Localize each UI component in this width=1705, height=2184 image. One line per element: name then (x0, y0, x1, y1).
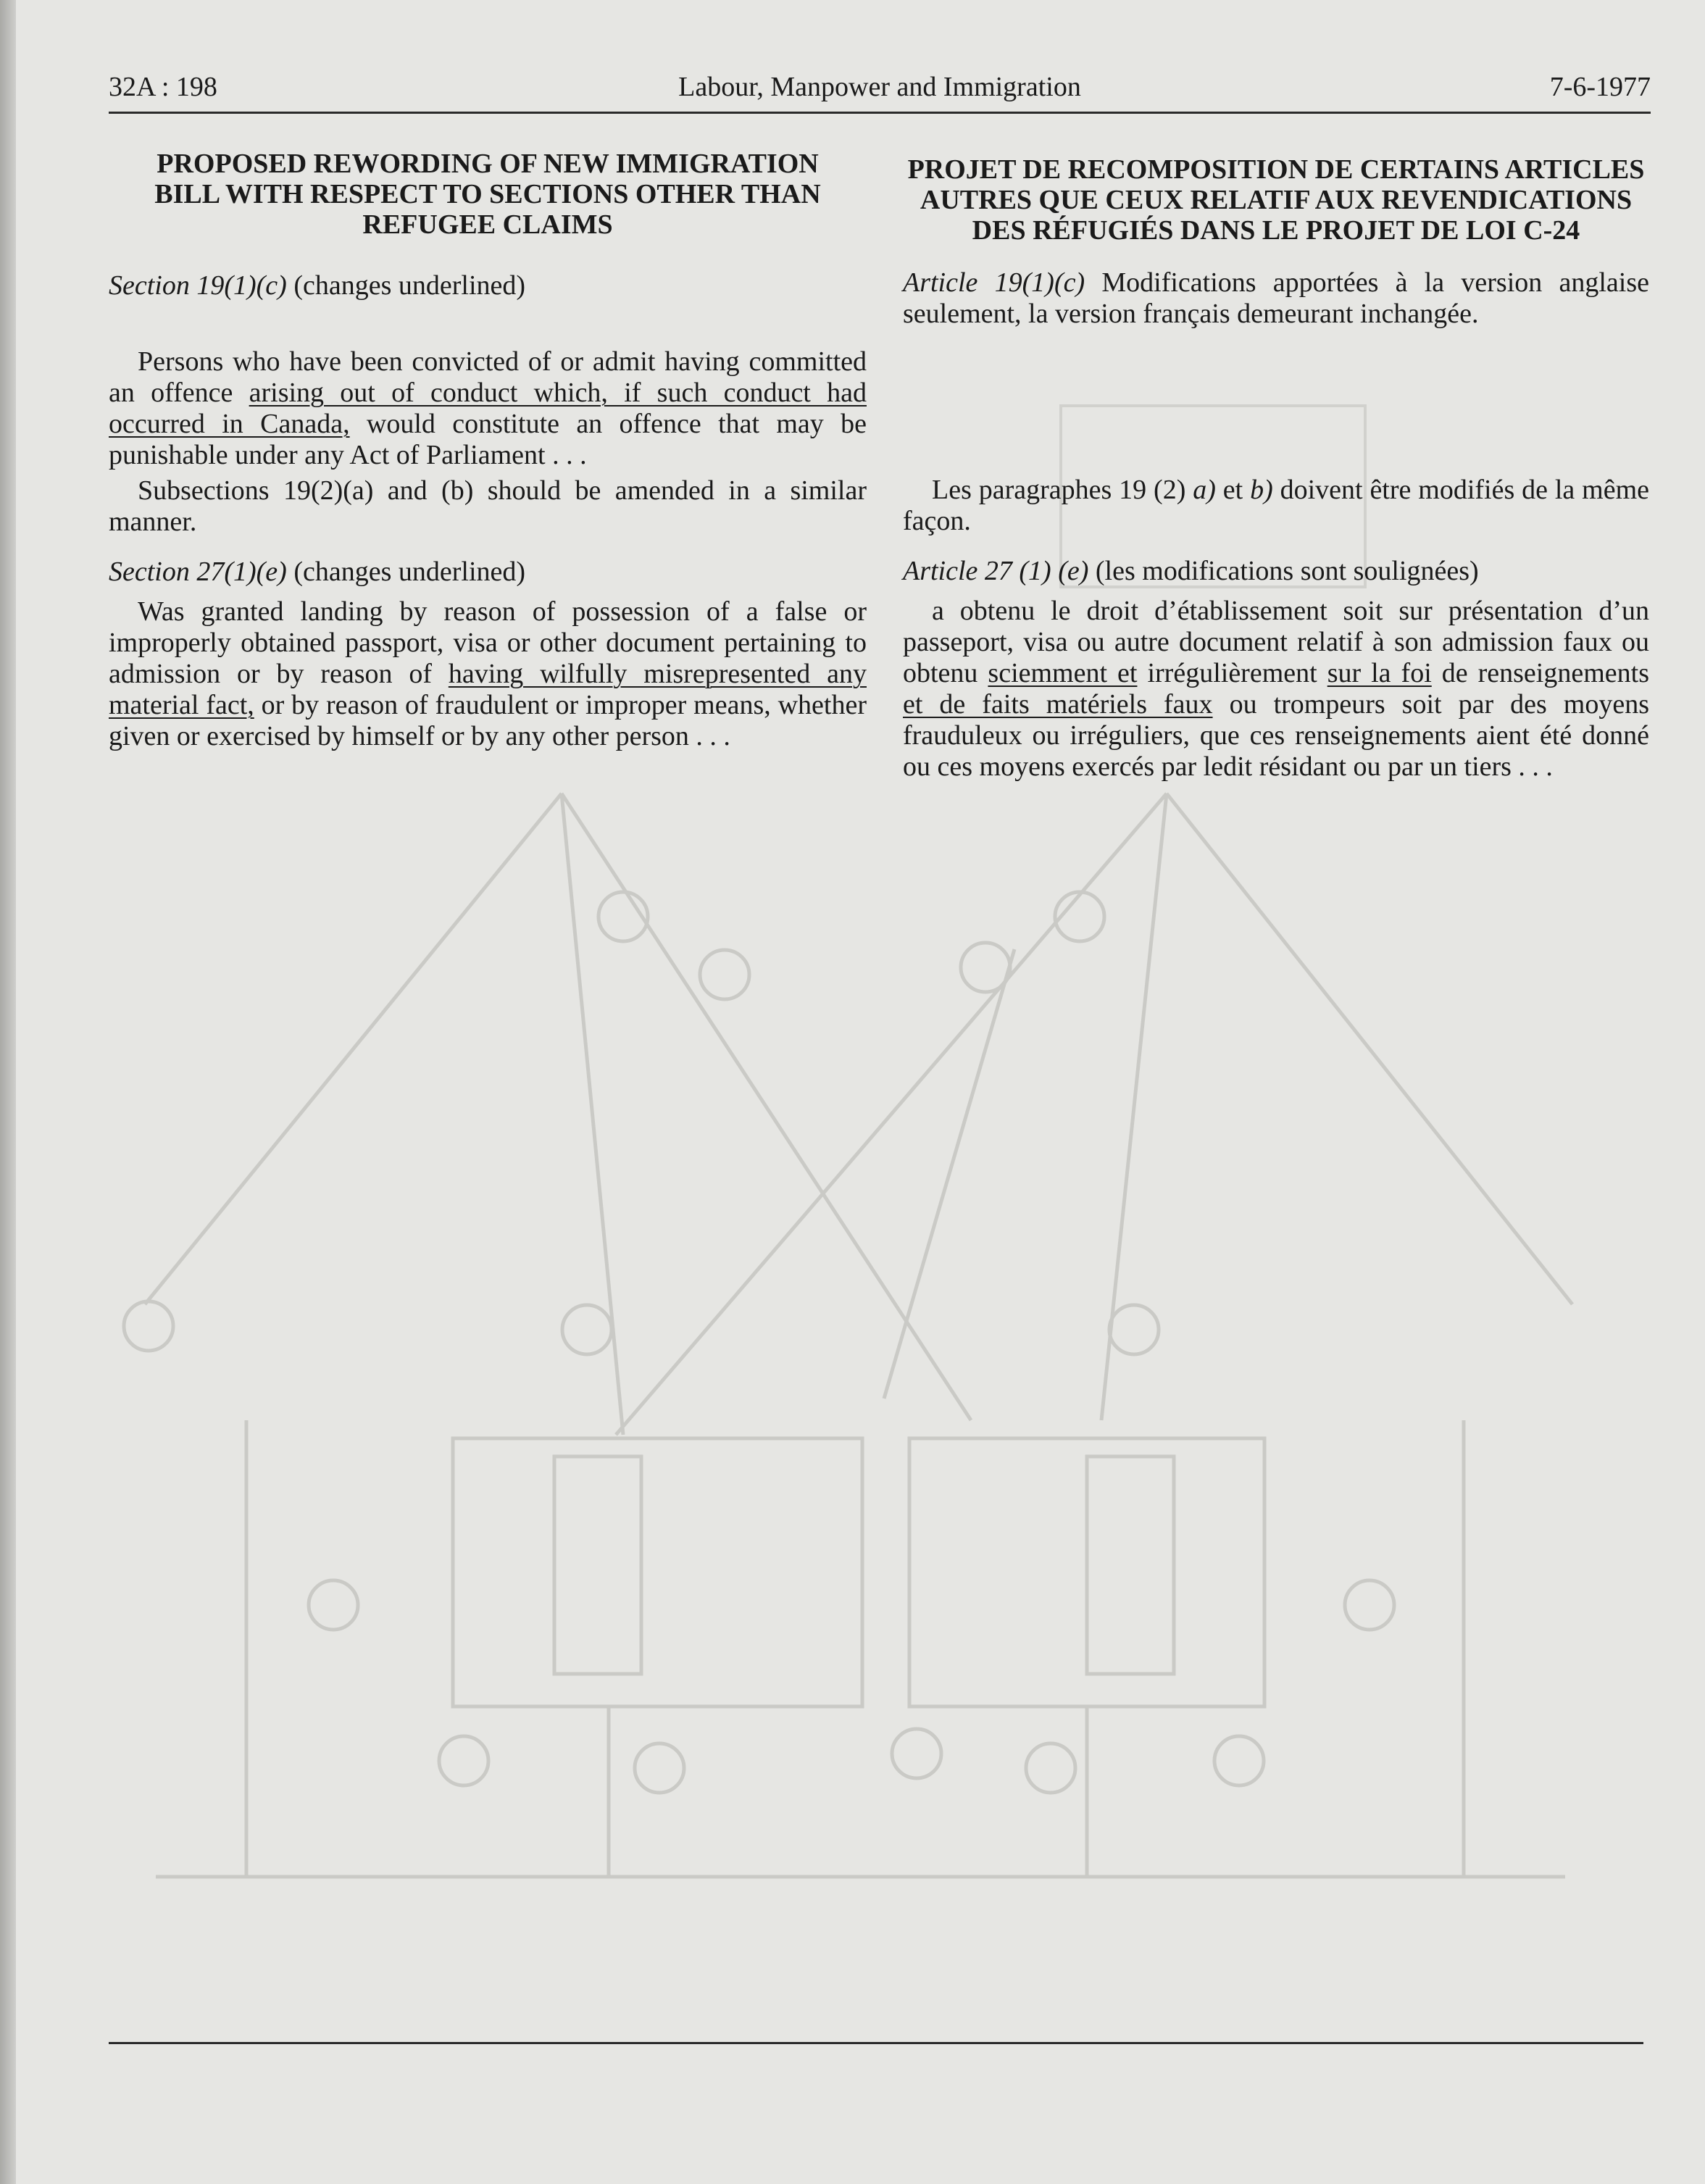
article-27-paragraph (903, 596, 1649, 783)
article-27-note: (les modifications sont soulignées) (1088, 556, 1479, 586)
section-19-note: (changes underlined) (286, 270, 526, 301)
article-19-2-b: b) (1250, 475, 1273, 505)
running-head (109, 71, 1651, 114)
french-column (903, 149, 1649, 783)
section-19-number: Section 19(1)(c) (109, 270, 287, 301)
page-edge-shadow (0, 0, 16, 2184)
article-19-2-a: a) (1193, 475, 1216, 505)
article-27-text-4: ou trompeurs soit par des moyens frauduleux ou irréguliers, que ces renseignements aient été donné ou ces moyens exercés par ledit résidant ou par un tiers . . . (903, 689, 1649, 782)
section-27-note: (changes underlined) (286, 557, 526, 587)
article-27-underlined-3: et de faits matériels faux (903, 689, 1213, 720)
english-heading: PROPOSED REWORDING OF NEW IMMIGRATION BILL WITH RESPECT TO SECTIONS OTHER THAN REFUGEE CLAIMS (154, 149, 821, 240)
article-19-2-text-3: doivent être modifiés de la même façon. (903, 475, 1649, 536)
section-27-text-2: or by reason of fraudulent or improper means, whether given or exercised by himself or by any other person . . . (109, 690, 867, 751)
article-19-2-text-1: Les paragraphes 19 (2) (932, 475, 1193, 505)
subsection-19-2-paragraph: Subsections 19(2)(a) and (b) should be amended in a similar manner. (109, 475, 867, 537)
article-19-text: Modifications apportées à la version anglaise seulement, la version français demeurant inchangée. (903, 267, 1650, 329)
article-27-number: Article 27 (1) (e) (903, 556, 1089, 586)
footer-rule (109, 2042, 1643, 2044)
section-27-title (109, 557, 867, 588)
article-19-2-text-2: et (1215, 475, 1251, 505)
article-19-2-paragraph (903, 475, 1649, 537)
article-19-number: Article 19(1)(c) (903, 267, 1085, 298)
article-19-paragraph (903, 267, 1649, 330)
article-27-underlined-1: sciemment et (988, 658, 1138, 688)
section-19-text-2: would constitute an offence that may be punishable under any Act of Parliament . . . (109, 409, 867, 470)
article-27-title (903, 556, 1649, 587)
section-27-text-1: Was granted landing by reason of possession of a false or improperly obtained passport, visa or other document pertaining to admission or by reason of (109, 596, 867, 689)
section-19-paragraph (109, 346, 867, 471)
section-27-underlined: having wilfully misrepresented any material fact, (109, 659, 867, 720)
article-27-underlined-2: sur la foi (1327, 658, 1432, 688)
section-27-paragraph (109, 596, 867, 752)
article-27-text-1: a obtenu le droit d’établissement soit sur présentation d’un passeport, visa ou autre document relatif à son admission faux ou obtenu (903, 596, 1649, 688)
french-heading: PROJET DE RECOMPOSITION DE CERTAINS ARTICLES AUTRES QUE CEUX RELATIF AUX REVENDICATIONS DES RÉFUGIÉS DANS LE PROJET DE LOI C-24 (907, 154, 1645, 246)
article-27-text-2: irrégulièrement (1137, 658, 1327, 688)
section-19-title (109, 270, 867, 301)
publication-title: Labour, Manpower and Immigration (678, 72, 1081, 102)
section-19-underlined: arising out of conduct which, if such conduct had occurred in Canada, (109, 378, 867, 439)
page-date: 7-6-1977 (1549, 72, 1651, 102)
article-27-text-3: de renseignements (1431, 658, 1649, 688)
english-column (109, 149, 867, 752)
section-27-number: Section 27(1)(e) (109, 557, 287, 587)
section-19-text-1: Persons who have been convicted of or admit having committed an offence (109, 346, 867, 408)
page-number: 32A : 198 (109, 72, 217, 102)
